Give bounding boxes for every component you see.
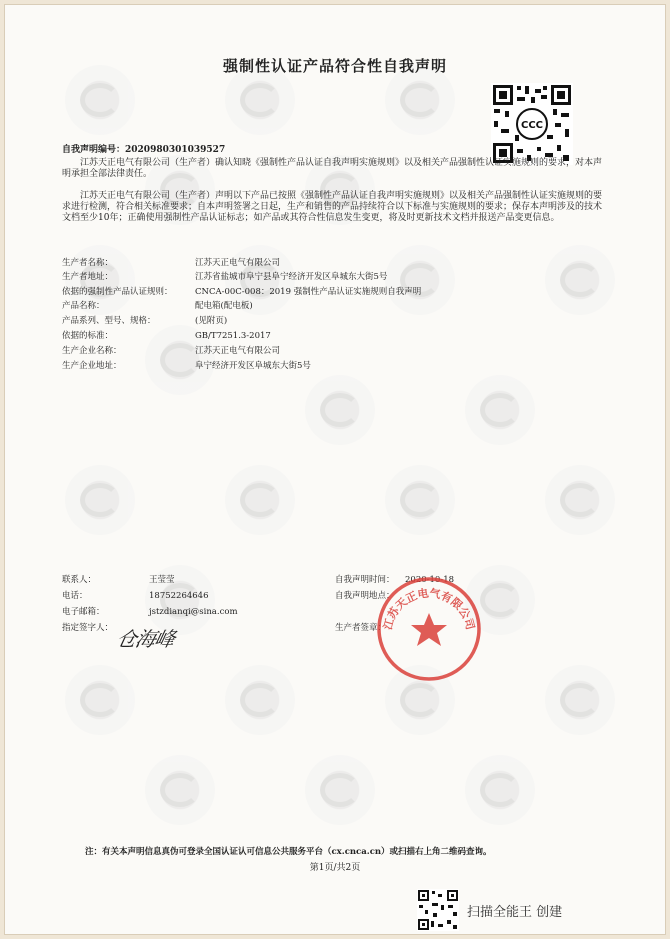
declaration-number-label: 自我声明编号：: [62, 145, 126, 155]
signer-signature: 仓海峰: [114, 627, 177, 651]
declaration-date-value: 2020-10-18: [405, 575, 455, 585]
document-page: [4, 4, 666, 935]
phone-label: 电话：: [62, 591, 88, 601]
info-label: 产品系列、型号、规格：: [62, 316, 156, 326]
ccc-watermark: [545, 665, 615, 735]
footer-note: 注：有关本声明信息真伪可登录全国认证认可信息公共服务平台（cx.cnca.cn）或扫描右上角二维码查询。: [85, 847, 492, 857]
info-value: 阜宁经济开发区阜城东大街5号: [195, 361, 311, 371]
info-value: GB/T7251.3-2017: [195, 331, 271, 341]
seal-text: 江苏天正电气有限公司: [381, 586, 477, 632]
phone-value: 18752264646: [149, 591, 209, 601]
ccc-watermark: [225, 465, 295, 535]
scanner-qr-icon: [417, 889, 459, 931]
info-label: 产品名称：: [62, 301, 105, 311]
info-value: (见附页): [195, 316, 228, 326]
ccc-watermark: [65, 665, 135, 735]
signer-label: 指定签字人：: [62, 623, 114, 633]
declaration-number-value: 2020980301039527: [125, 145, 226, 155]
declaration-number: [62, 142, 225, 155]
ccc-watermark: [145, 755, 215, 825]
qr-code-icon[interactable]: [491, 83, 573, 165]
document-title: 强制性认证产品符合性自我声明: [222, 57, 447, 75]
ccc-watermark: [225, 665, 295, 735]
producer-seal-label: 生产者签章：: [335, 623, 387, 633]
svg-text:CCC: CCC: [520, 120, 544, 131]
scanner-brand-text: 扫描全能王 创建: [467, 904, 563, 920]
scanner-watermark: [417, 889, 562, 931]
ccc-watermark: [465, 375, 535, 445]
ccc-watermark: [305, 755, 375, 825]
info-label: 生产者地址：: [62, 272, 114, 282]
statement-paragraph-1: 江苏天正电气有限公司（生产者）确认知晓《强制性产品认证自我声明实施规则》以及相关产品强制性认证实施规则的要求，对本声明承担全部法律责任。: [62, 158, 603, 179]
email-label: 电子邮箱：: [62, 607, 105, 617]
info-value: CNCA-00C-008：2019 强制性产品认证实施规则自我声明: [195, 287, 422, 297]
ccc-watermark: [385, 245, 455, 315]
info-value: 江苏天正电气有限公司: [195, 258, 281, 268]
info-value: 江苏天正电气有限公司: [195, 346, 281, 356]
info-label: 生产者名称：: [62, 258, 114, 268]
ccc-watermark: [385, 465, 455, 535]
email-value: jstzdianqi@sina.com: [149, 607, 238, 617]
declaration-place-label: 自我声明地点：: [335, 591, 395, 601]
ccc-watermark: [305, 375, 375, 445]
ccc-watermark: [65, 465, 135, 535]
info-label: 依据的标准：: [62, 331, 114, 341]
ccc-watermark: [545, 465, 615, 535]
info-label: 生产企业地址：: [62, 361, 122, 371]
contact-person-value: 王莹莹: [149, 575, 175, 585]
page-indicator: 第1页/共2页: [309, 863, 361, 873]
info-value: 江苏省盐城市阜宁县阜宁经济开发区阜城东大街5号: [195, 272, 388, 282]
ccc-watermark: [545, 245, 615, 315]
company-seal-stamp: [375, 575, 483, 683]
ccc-watermark: [465, 755, 535, 825]
contact-person-label: 联系人：: [62, 575, 97, 585]
info-label: 依据的强制性产品认证规则：: [62, 287, 173, 297]
statement-paragraph-2: 江苏天正电气有限公司（生产者）声明以下产品已按照《强制性产品认证自我声明实施规则》以及相关产品强制性认证实施规则的要求进行检测，符合相关标准要求；自本声明签署之日起，生产和销售的产品持续符合以下标准与实施规则的要求；保存本声明涉及的技术文档至少10年；正确使用强制性产品认证标志；如产品或其符合性信息发生变更，将及时更新技术文档并报送产品变更信息。: [62, 191, 603, 223]
info-label: 生产企业名称：: [62, 346, 122, 356]
declaration-date-label: 自我声明时间：: [335, 575, 395, 585]
info-value: 配电箱(配电板): [195, 301, 253, 311]
